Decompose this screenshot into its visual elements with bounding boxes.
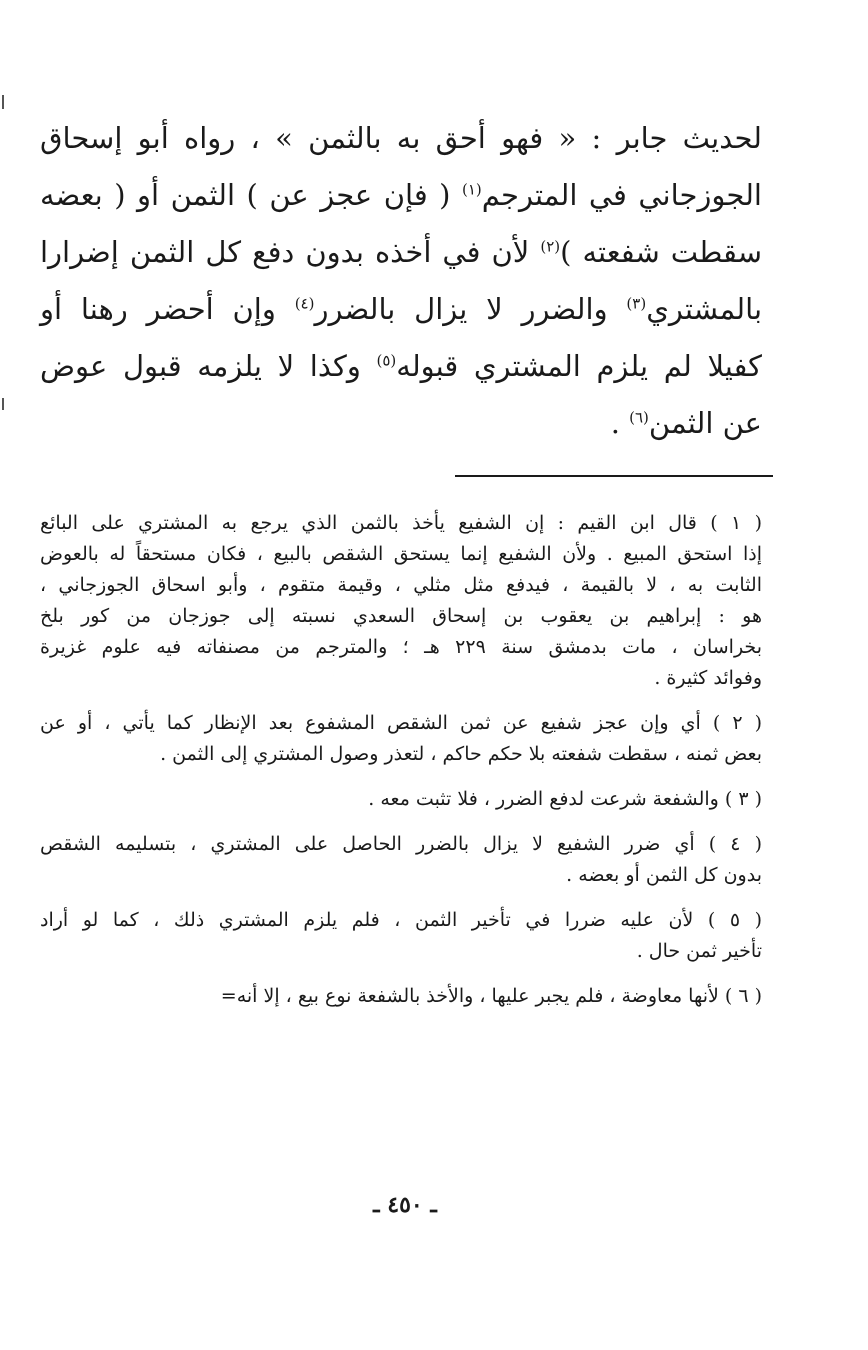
main-text-segment: سقطت شفعته ) <box>560 235 762 269</box>
main-text-segment: بالمشتري <box>646 292 763 326</box>
main-text-segment: لأن في أخذه بدون دفع كل الثمن إضرارا <box>40 235 530 269</box>
footnote-line: بعض ثمنه ، سقطت شفعته بلا حكم حاكم ، لتعذر وصول المشتري إلى الثمن . <box>160 743 762 765</box>
margin-mark-bottom <box>2 398 4 410</box>
footnote-divider <box>455 475 773 477</box>
main-text-line <box>40 224 762 281</box>
footnote-line: وفوائد كثيرة . <box>654 667 762 689</box>
footnote-5 <box>40 905 762 967</box>
footnote-line: بخراسان ، مات بدمشق سنة ٢٢٩ هـ ؛ والمترجم من مصنفاته فيه علوم غزيرة <box>40 636 762 658</box>
page-number: ـ ٤٥٠ ـ <box>373 1192 437 1218</box>
footnote-ref: (٦) <box>629 408 649 427</box>
main-text-line: لحديث جابر : « فهو أحق به بالثمن » ، رواه أبو إسحاق <box>40 121 762 155</box>
main-text-segment: وكذا لا يلزمه قبول عوض <box>40 349 361 383</box>
footnote-line: ( ٥ ) لأن عليه ضررا في تأخير الثمن ، فلم يلزم المشتري ذلك ، كما لو أراد <box>40 909 762 931</box>
footnote-ref: (١) <box>461 180 482 199</box>
footnote-3 <box>40 784 762 815</box>
main-text-segment: . <box>610 406 620 440</box>
main-text-segment: وإن أحضر رهنا أو <box>40 292 276 326</box>
main-text-block <box>40 110 762 452</box>
footnote-ref: (٥) <box>376 351 397 370</box>
main-text-line <box>40 167 762 224</box>
main-text-segment: ( فإن عجز عن ) الثمن أو ( بعضه <box>40 178 451 212</box>
footnote-6 <box>40 981 762 1012</box>
main-text-segment: والضرر لا يزال بالضرر <box>314 292 608 326</box>
footnote-line: ( ٤ ) أي ضرر الشفيع لا يزال بالضرر الحاصل على المشتري ، بتسليمه الشقص <box>40 833 763 855</box>
footnote-line: ( ٦ ) لأنها معاوضة ، فلم يجبر عليها ، والأخذ بالشفعة نوع بيع ، إلا أنه= <box>220 985 762 1007</box>
footnote-line: الثابت به ، لا بالقيمة ، فيدفع مثل مثلي ، وقيمة متقوم ، وأبو اسحاق الجوزجاني ، <box>40 574 762 596</box>
footnote-line: ( ٣ ) والشفعة شرعت لدفع الضرر ، فلا تثبت معه . <box>368 788 762 810</box>
footnote-line: تأخير ثمن حال . <box>636 940 762 962</box>
footnote-line: إذا استحق المبيع . ولأن الشفيع إنما يستحق الشقص بالبيع ، فكان مستحقاً له بالعوض <box>40 543 762 565</box>
footnote-line: بدون كل الثمن أو بعضه . <box>566 864 762 886</box>
footnote-line: ( ١ ) قال ابن القيم : إن الشفيع يأخذ بالثمن الذي يرجع به المشتري على البائع <box>40 512 763 534</box>
main-text-line <box>40 281 762 338</box>
main-text-segment: عن الثمن <box>648 406 762 440</box>
footnotes-section <box>40 508 762 1012</box>
main-text-segment: الجوزجاني في المترجم <box>481 178 762 212</box>
footnote-ref: (٤) <box>294 294 315 313</box>
footnote-line: هو : إبراهيم بن يعقوب بن إسحاق السعدي نسبته إلى جوزجان من كور بلخ <box>40 605 762 627</box>
footnote-line: ( ٢ ) أي وإن عجز شفيع عن ثمن الشقص المشفوع بعد الإنظار كما يأتي ، أو عن <box>40 712 762 734</box>
footnote-1 <box>40 508 762 694</box>
footnote-ref: (٢) <box>540 237 561 256</box>
main-text-line <box>40 338 762 395</box>
main-text-segment: كفيلا لم يلزم المشتري قبوله <box>396 349 762 383</box>
footnote-2 <box>40 708 762 770</box>
footnote-4 <box>40 829 762 891</box>
main-text-line <box>40 395 762 452</box>
footnote-ref: (٣) <box>626 294 647 313</box>
margin-mark-top <box>2 95 4 109</box>
